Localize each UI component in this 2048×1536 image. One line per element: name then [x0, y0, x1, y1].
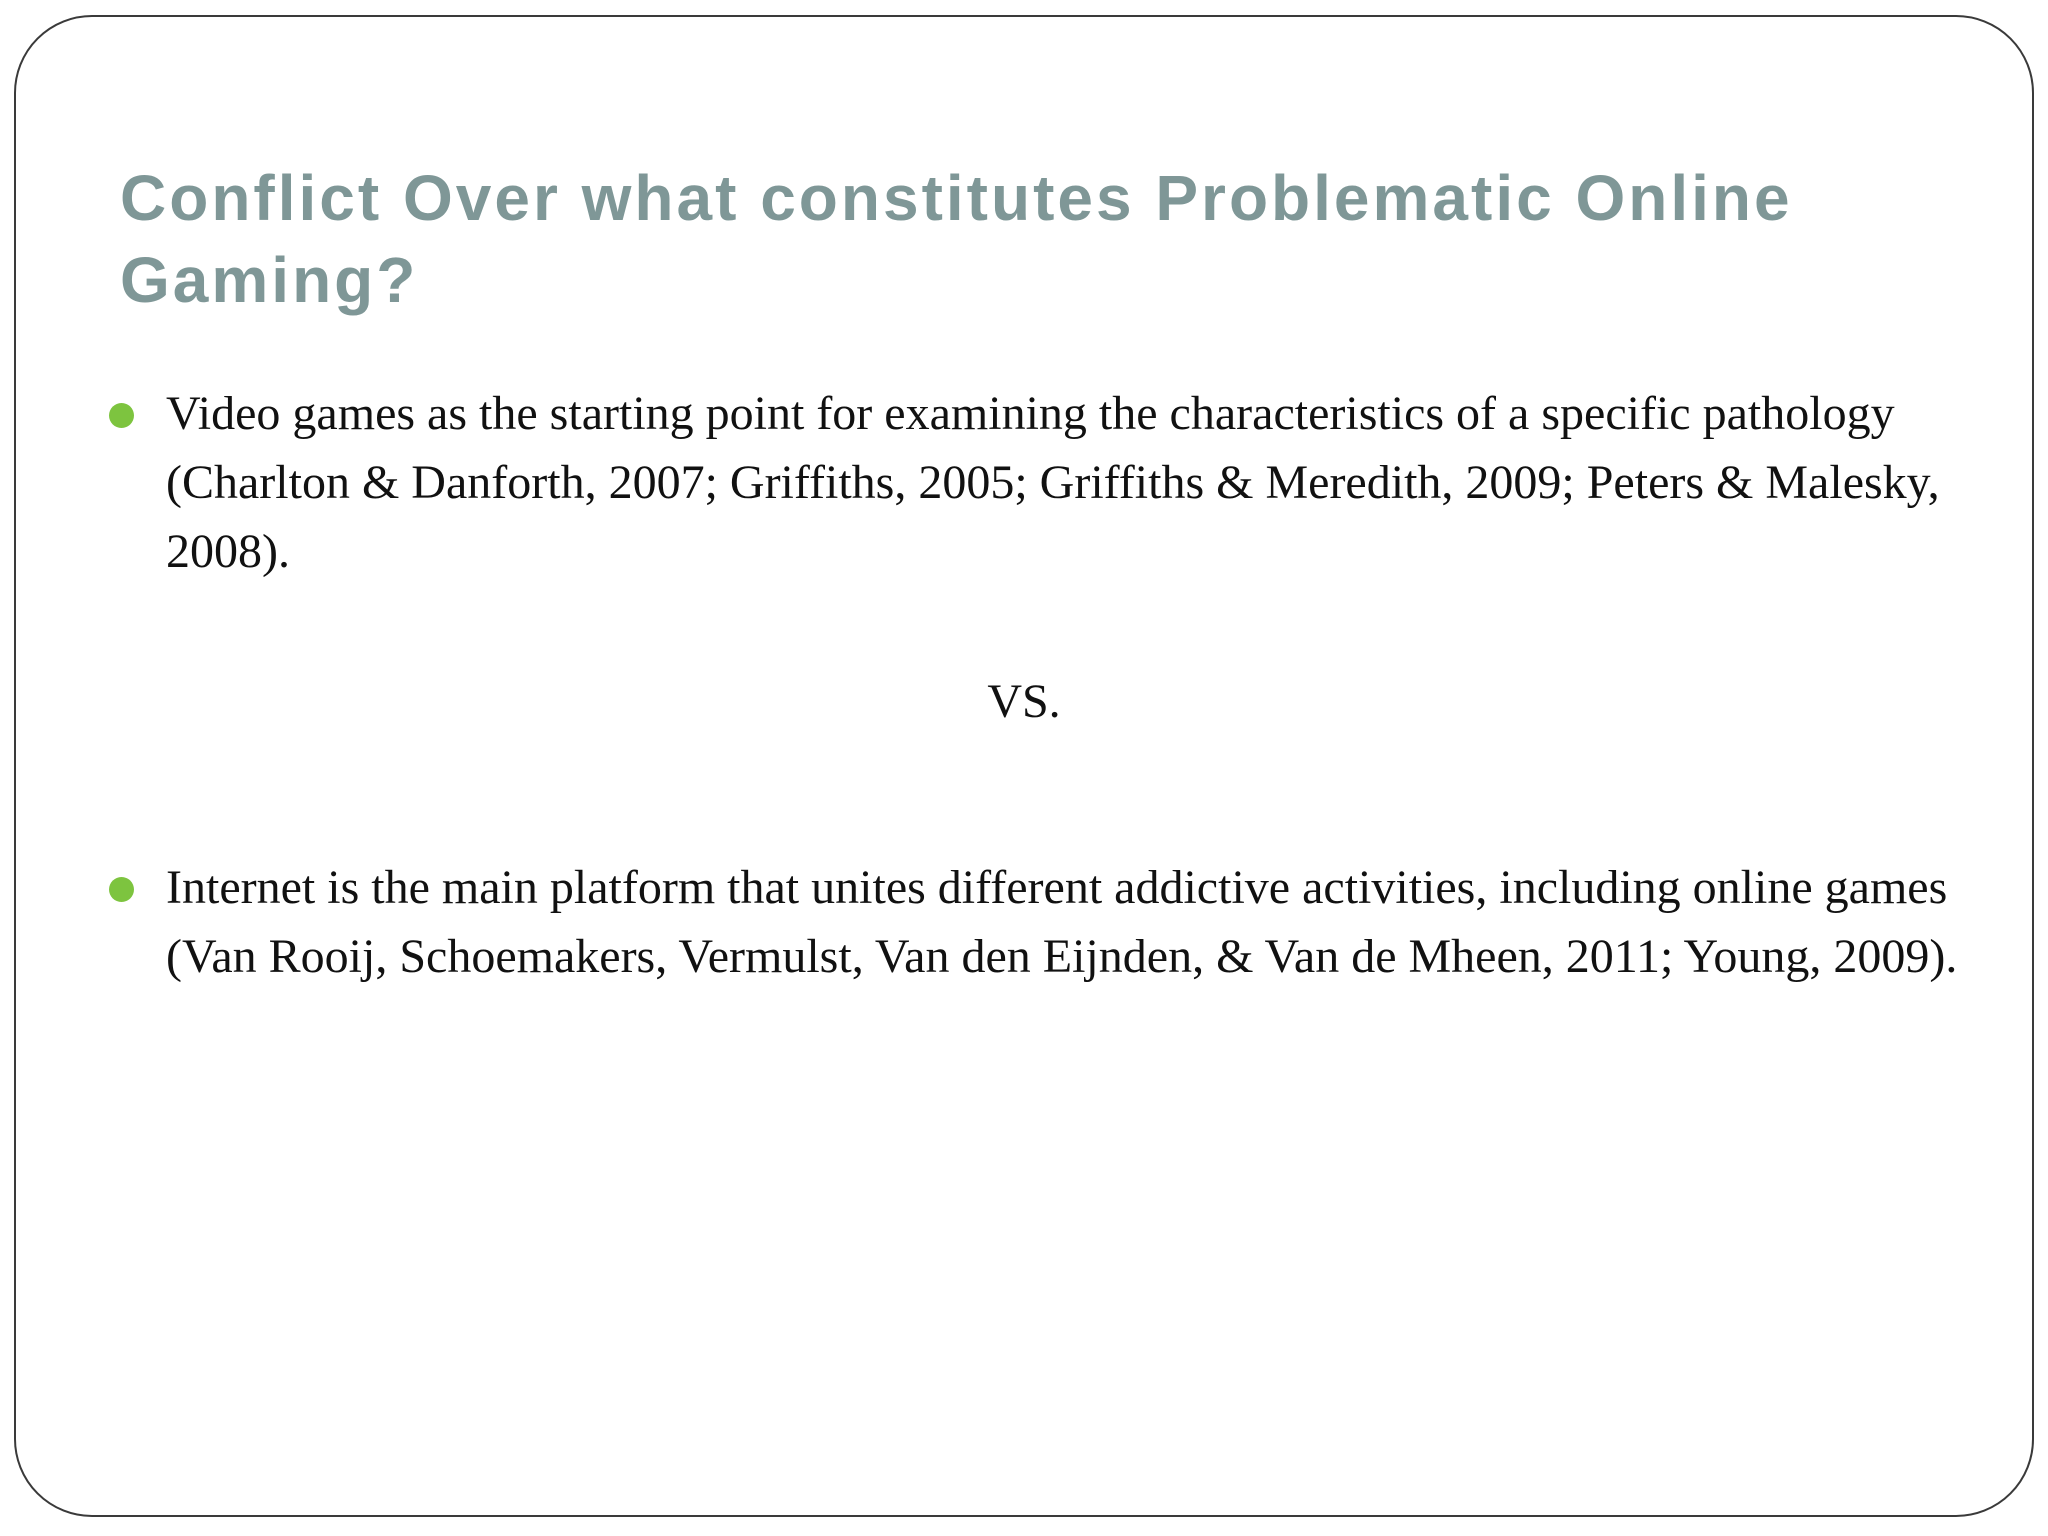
bullet-text: Video games as the starting point for examining the characteristics of a specific pathology (Charlton & Danforth, 2007; Griffiths, 2005; Griffiths & Meredith, 2009; Peters & Malesky, 2008).	[166, 387, 1940, 578]
bullet-item-video-games	[106, 379, 1986, 586]
bullet-dot-icon	[109, 877, 134, 902]
bullet-dot-icon	[109, 403, 134, 428]
slide-frame	[14, 15, 2034, 1517]
bullet-text: Internet is the main platform that unites different addictive activities, including online games (Van Rooij, Schoemakers, Vermulst, Van den Eijnden, & Van de Mheen, 2011; Young, 2009).	[166, 861, 1958, 983]
slide-title: Conflict Over what constitutes Problematic Online Gaming?	[120, 162, 1793, 316]
versus-label: VS.	[987, 675, 1061, 728]
bullet-item-internet	[106, 853, 1986, 991]
